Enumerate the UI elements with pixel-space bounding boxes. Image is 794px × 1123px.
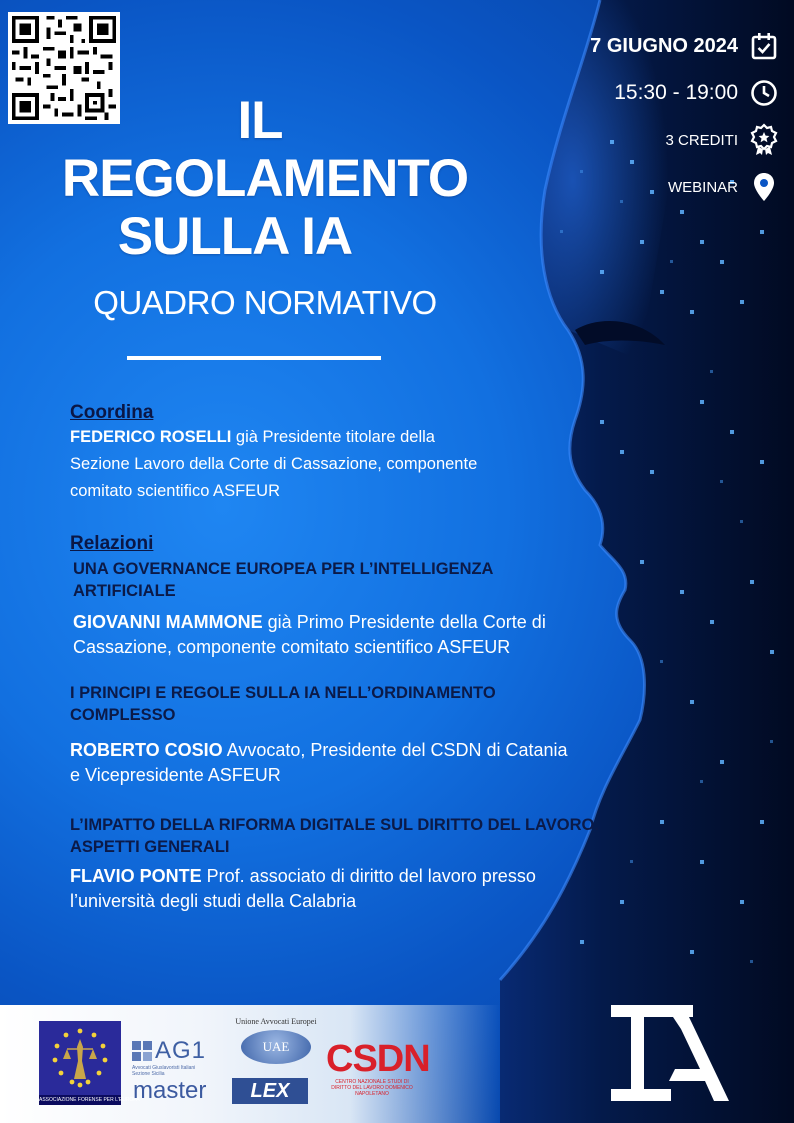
speaker-name: ROBERTO COSIO bbox=[70, 740, 223, 760]
uae-wordmark: UAE bbox=[241, 1030, 311, 1064]
ia-monogram-logo bbox=[607, 1005, 731, 1105]
event-time: 15:30 - 19:00 bbox=[614, 81, 738, 104]
talk-item bbox=[70, 558, 615, 660]
title-divider bbox=[127, 356, 381, 360]
calendar-check-icon bbox=[750, 32, 778, 60]
page-title bbox=[0, 92, 530, 266]
footer bbox=[0, 1005, 794, 1123]
speaker-description: già Primo Presidente della Corte di Cassazione, componente comitato scientifico ASFEUR bbox=[73, 612, 546, 657]
talk-title: L’IMPATTO DELLA RIFORMA DIGITALE SUL DIRITTO DEL LAVORO. ASPETTI GENERALI bbox=[70, 816, 599, 856]
talk-item bbox=[70, 814, 615, 914]
speaker-name: GIOVANNI MAMMONE bbox=[73, 612, 263, 632]
asfeur-logo bbox=[39, 1021, 140, 1105]
agi-caption: Avvocati Giuslavoristi Italiani Sezione Sicilia bbox=[132, 1065, 196, 1077]
title-line-3: SULLA IA bbox=[117, 207, 353, 266]
location-pin-icon bbox=[750, 173, 778, 201]
coordina-text bbox=[70, 424, 490, 505]
csdn-caption: CENTRO NAZIONALE STUDI DI DIRITTO DEL LAVORO DOMENICO NAPOLETANO bbox=[331, 1079, 413, 1097]
masterlex-logo-master: master bbox=[133, 1077, 207, 1104]
relazioni-section bbox=[70, 533, 615, 914]
talk-title: UNA GOVERNANCE EUROPEA PER L’INTELLIGENZA ARTIFICIALE bbox=[73, 560, 493, 600]
event-format: WEBINAR bbox=[667, 178, 738, 196]
program bbox=[70, 402, 615, 914]
title-line-1: IL bbox=[237, 91, 283, 150]
coordina-section bbox=[70, 402, 615, 505]
event-time-row bbox=[518, 73, 778, 113]
agi-grid-icon bbox=[132, 1041, 152, 1061]
agi-logo bbox=[132, 1037, 206, 1077]
csdn-wordmark: CSDN bbox=[326, 1038, 430, 1080]
event-credits-row bbox=[518, 120, 778, 160]
talk-speaker bbox=[70, 738, 570, 788]
event-date-row bbox=[518, 26, 778, 66]
event-credits: 3 CREDITI bbox=[665, 131, 738, 149]
uae-logo bbox=[230, 1017, 322, 1064]
coordina-heading: Coordina bbox=[70, 402, 154, 423]
uae-caption: Unione Avvocati Europei bbox=[235, 1017, 317, 1026]
talk-speaker bbox=[73, 610, 608, 660]
talk-item bbox=[70, 682, 615, 788]
speaker-description: Avvocato, Presidente del CSDN di Catania e Vicepresidente ASFEUR bbox=[70, 740, 568, 785]
speaker-description: Prof. associato di diritto del lavoro presso l’università degli studi della Calabria bbox=[70, 866, 536, 911]
partner-logos bbox=[0, 1005, 500, 1123]
award-badge-icon bbox=[750, 126, 778, 154]
clock-icon bbox=[750, 79, 778, 107]
event-format-row bbox=[518, 167, 778, 207]
csdn-logo bbox=[326, 1038, 430, 1097]
relazioni-heading: Relazioni bbox=[70, 533, 154, 554]
talk-title: I PRINCIPI E REGOLE SULLA IA NELL’ORDINAMENTO COMPLESSO bbox=[70, 684, 496, 724]
title-line-2: REGOLAMENTO bbox=[61, 149, 469, 208]
event-date: 7 GIUGNO 2024 bbox=[590, 34, 738, 57]
talk-speaker bbox=[70, 864, 570, 914]
agi-wordmark: AG1 bbox=[155, 1037, 207, 1064]
asfeur-caption: ASSOCIAZIONE FORENSE PER L'EUROPA bbox=[39, 1097, 140, 1103]
coordinator-description: già Presidente titolare della Sezione Lavoro della Corte di Cassazione, componente comitato scientifico ASFEUR bbox=[70, 428, 478, 500]
masterlex-logo-lex: LEX bbox=[232, 1078, 308, 1104]
event-info bbox=[518, 26, 778, 214]
coordinator-name: FEDERICO ROSELLI bbox=[70, 428, 232, 446]
speaker-name: FLAVIO PONTE bbox=[70, 866, 202, 886]
page-subtitle: QUADRO NORMATIVO bbox=[93, 284, 437, 321]
